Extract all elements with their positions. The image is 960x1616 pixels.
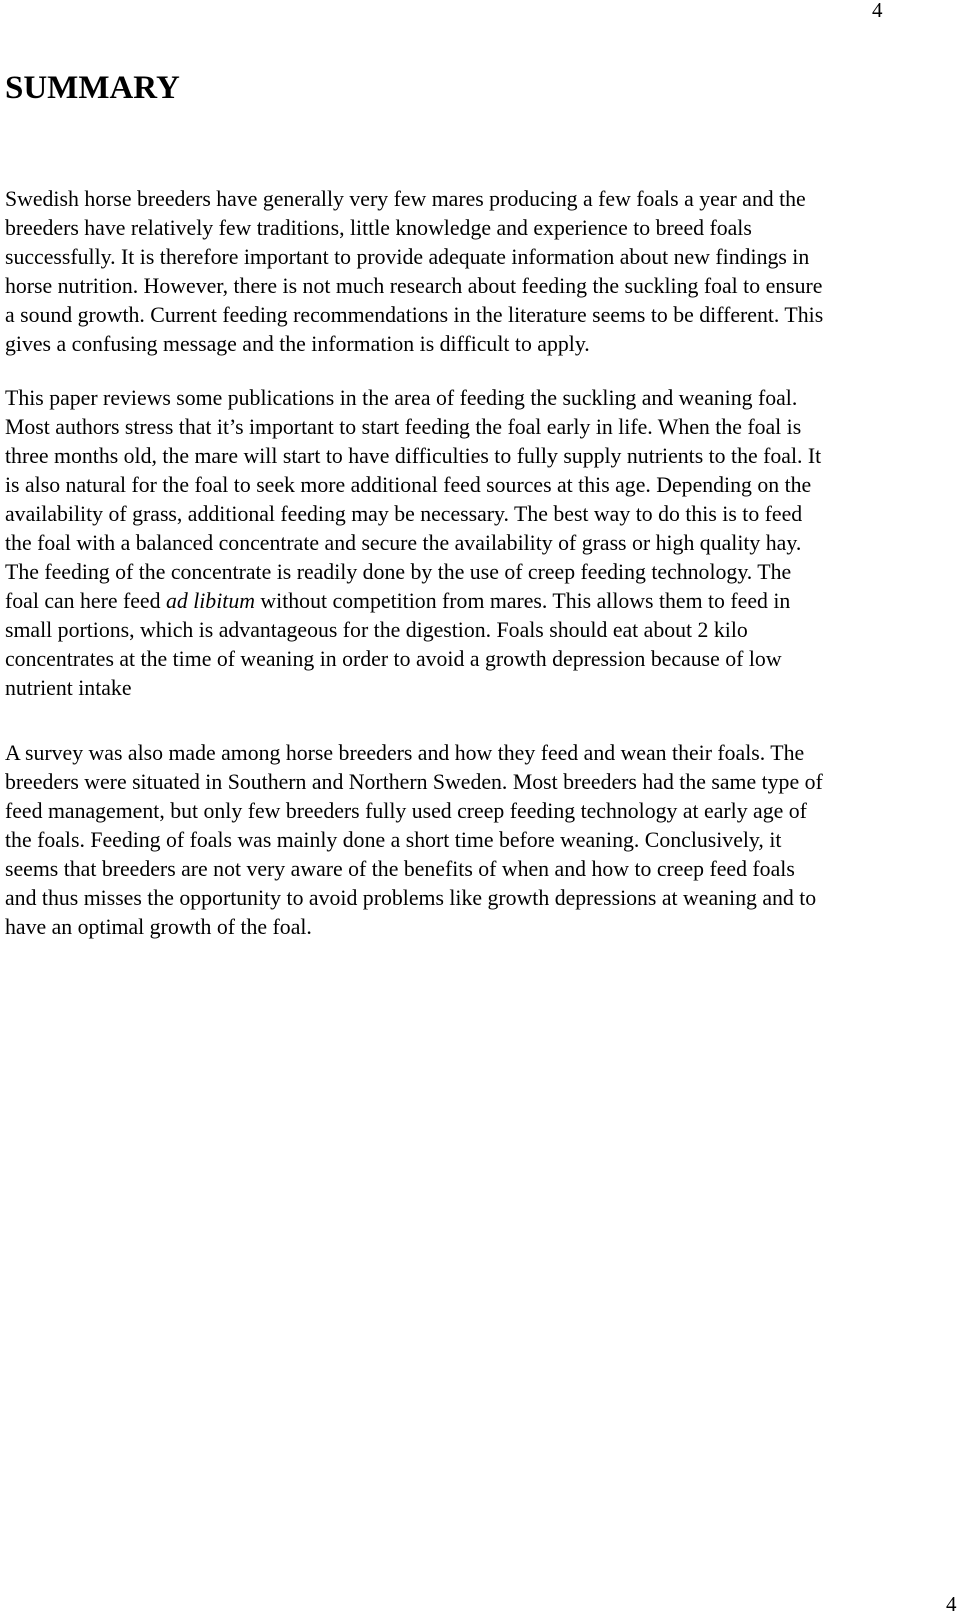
text-line: is also natural for the foal to seek more additional feed sources at this age. Depending on the: [5, 473, 812, 497]
page-number-bottom: 4: [946, 1592, 957, 1616]
text-line: Swedish horse breeders have generally very few mares producing a few foals a year and the: [5, 187, 806, 211]
page-title: SUMMARY: [5, 70, 180, 106]
text-line: The feeding of the concentrate is readily done by the use of creep feeding technology. The: [5, 560, 792, 584]
text-line: a sound growth. Current feeding recommendations in the literature seems to be different. This: [5, 303, 824, 327]
text-line: horse nutrition. However, there is not much research about feeding the suckling foal to ensure: [5, 274, 823, 298]
text-line: availability of grass, additional feeding may be necessary. The best way to do this is to feed: [5, 502, 803, 526]
text-line-end: without competition from mares. This allows them to feed in: [254, 589, 791, 613]
italic-phrase: ad libitum: [165, 589, 255, 613]
text-line: A survey was also made among horse breeders and how they feed and wean their foals. The: [5, 741, 805, 765]
text-line: and thus misses the opportunity to avoid problems like growth depressions at weaning and to: [5, 886, 817, 910]
text-line: the foal with a balanced concentrate and secure the availability of grass or high quality hay.: [5, 531, 802, 555]
page-number-top: 4: [872, 0, 883, 22]
text-line: breeders have relatively few traditions, little knowledge and experience to breed foals: [5, 216, 752, 240]
text-line: have an optimal growth of the foal.: [5, 915, 312, 939]
text-line: gives a confusing message and the information is difficult to apply.: [5, 332, 590, 356]
text-line: nutrient intake: [5, 676, 132, 700]
text-line-start: foal can here feed: [5, 589, 166, 613]
summary-paragraph-2: [5, 384, 960, 703]
text-line: seems that breeders are not very aware of the benefits of when and how to creep feed foals: [5, 857, 795, 881]
text-line: successfully. It is therefore important to provide adequate information about new findings in: [5, 245, 810, 269]
text-line: three months old, the mare will start to have difficulties to fully supply nutrients to the foal. It: [5, 444, 822, 468]
text-line: the foals. Feeding of foals was mainly done a short time before weaning. Conclusively, it: [5, 828, 782, 852]
text-line: [5, 587, 960, 616]
text-line: small portions, which is advantageous for the digestion. Foals should eat about 2 kilo: [5, 618, 748, 642]
text-line: feed management, but only few breeders fully used creep feeding technology at early age of: [5, 799, 807, 823]
summary-paragraph-1: [5, 185, 960, 359]
text-line: This paper reviews some publications in the area of feeding the suckling and weaning foal.: [5, 386, 798, 410]
text-line: Most authors stress that it’s important to start feeding the foal early in life. When the foal is: [5, 415, 802, 439]
summary-paragraph-3: [5, 739, 960, 942]
text-line: breeders were situated in Southern and Northern Sweden. Most breeders had the same type of: [5, 770, 823, 794]
text-line: concentrates at the time of weaning in order to avoid a growth depression because of low: [5, 647, 782, 671]
